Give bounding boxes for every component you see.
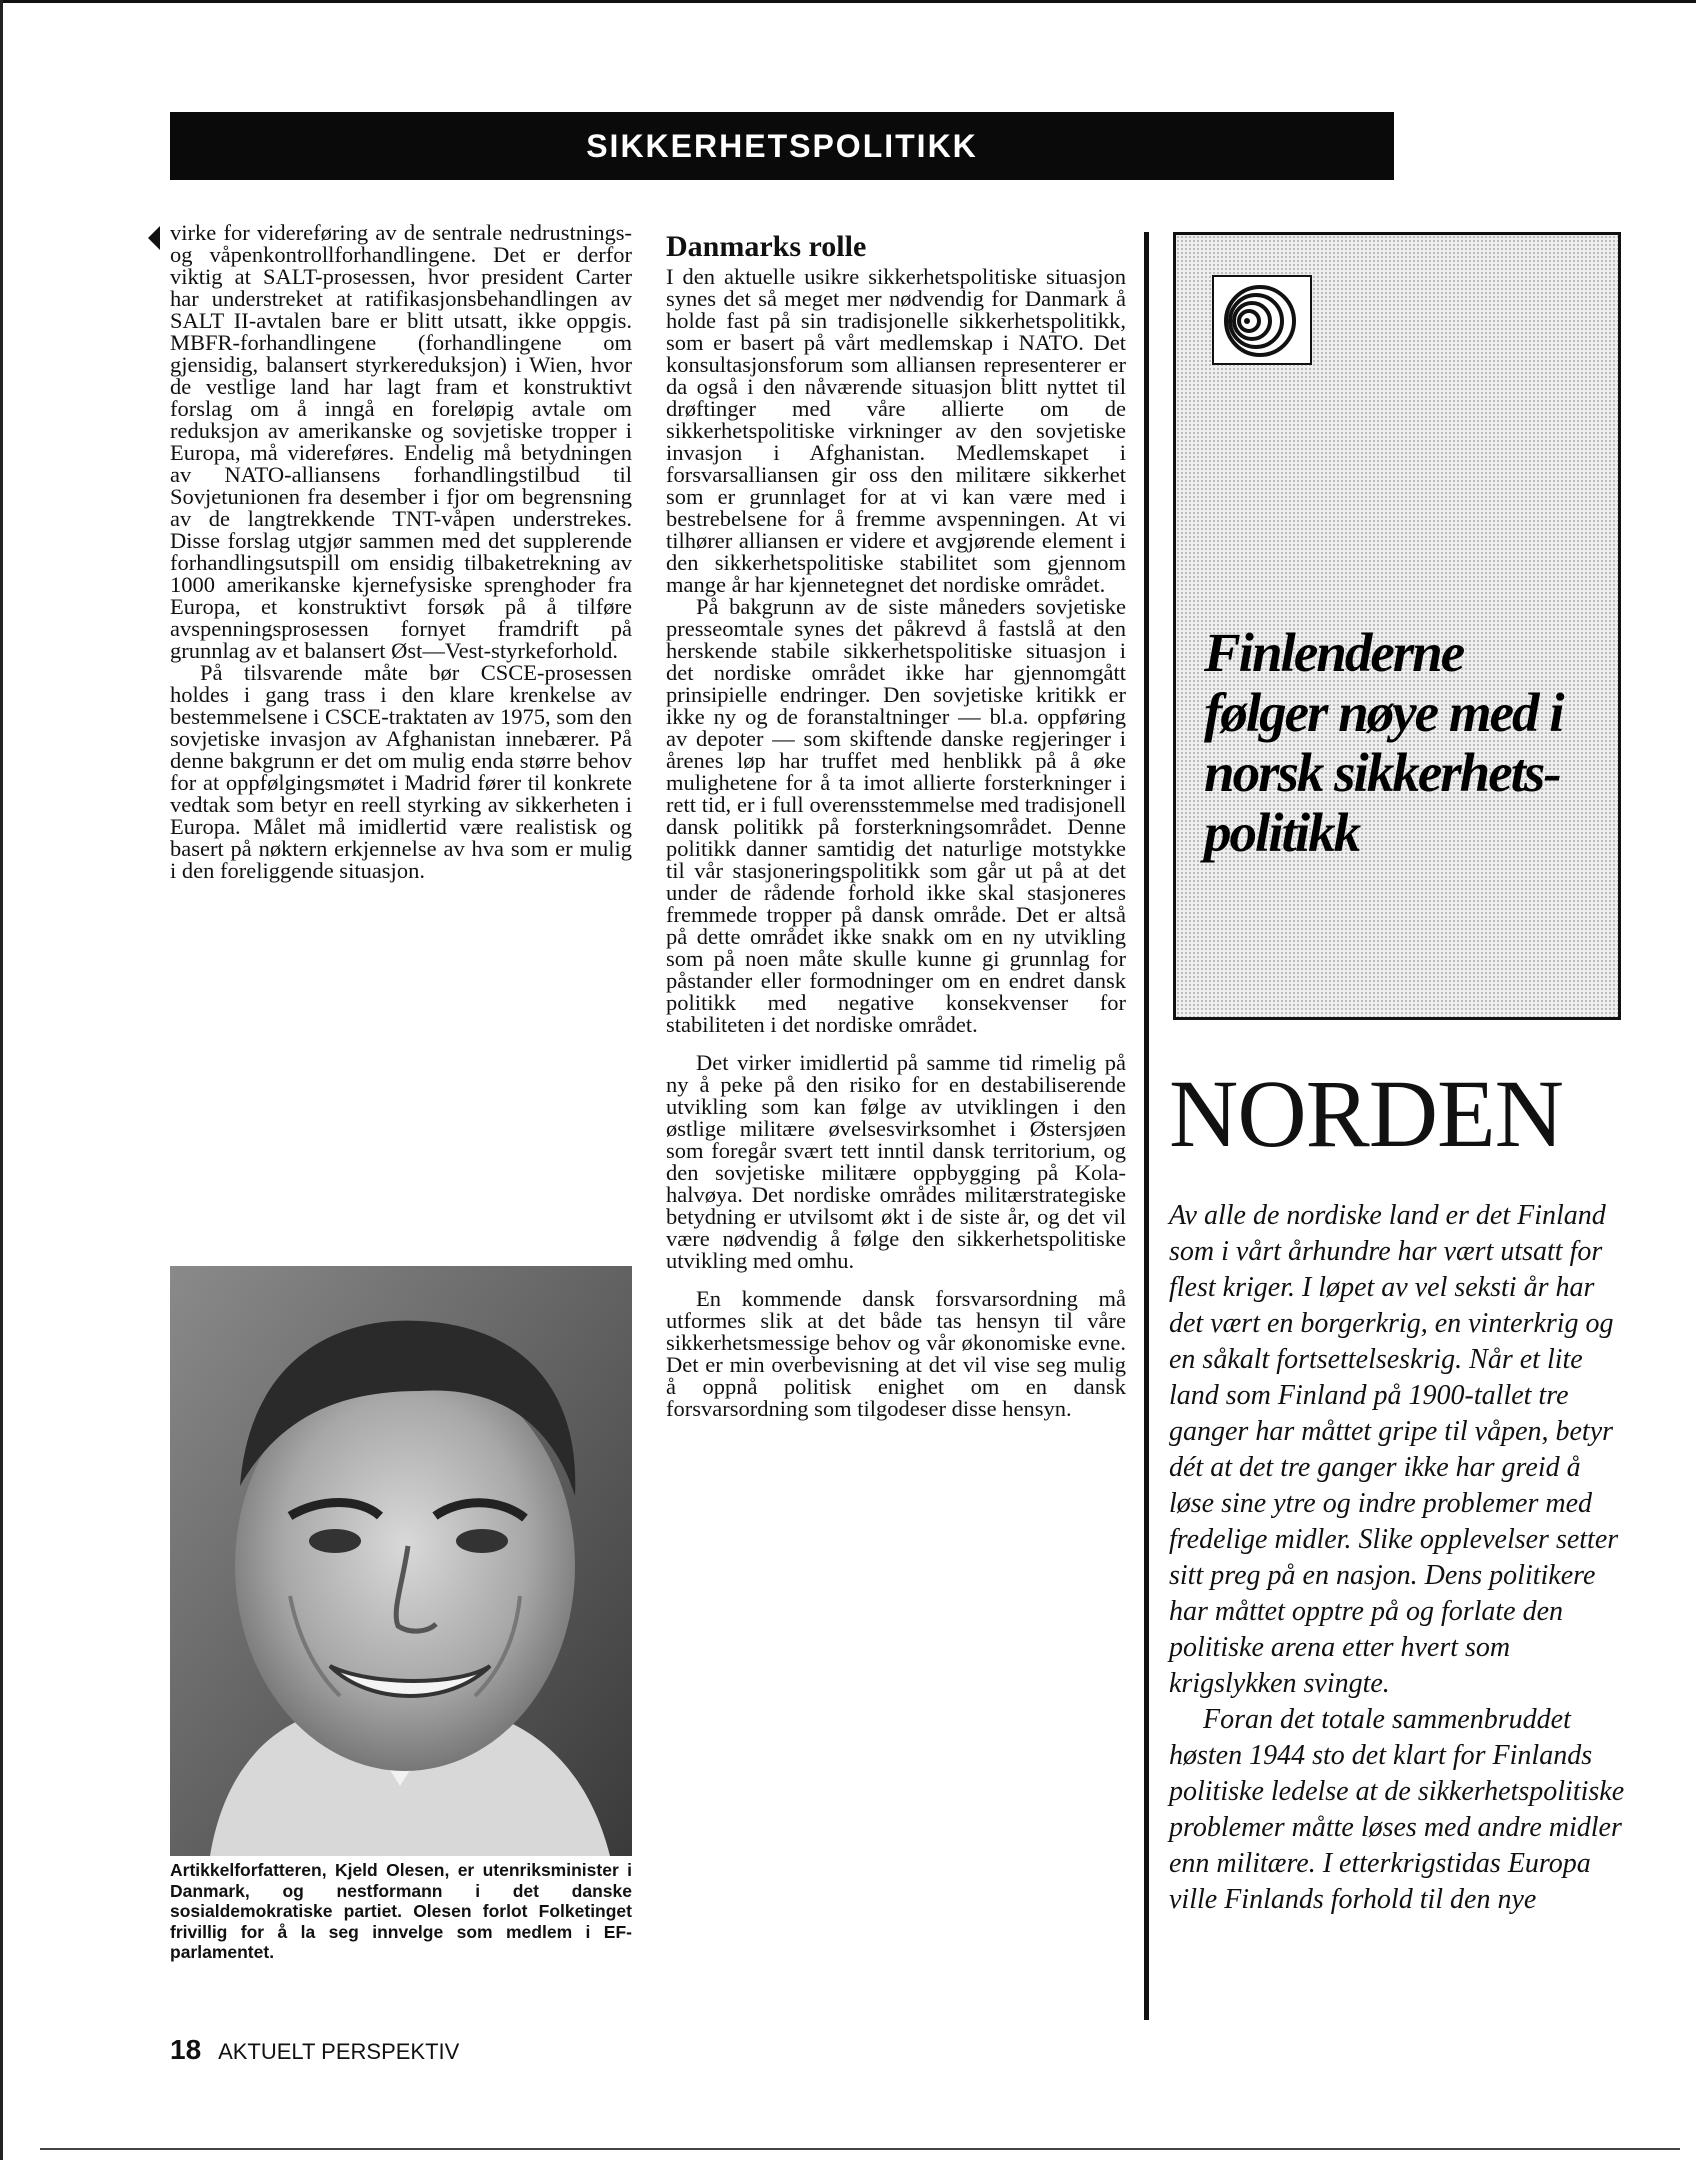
scan-edge-bottom [40,2148,1680,2150]
body-paragraph: På bakgrunn av de siste måneders sovjetiske presseomtale synes det påkrevd å fastslå at den herskende stabile sikkerhetspolitiske situasjon i det nordiske området ikke har gjennomgått prinsipielle endringer. Den sovjetiske kritikk er ikke ny og de foranstaltninger — bl.a. oppføring av depoter — som skiftende danske regjeringer i årenes løp har truffet med henblikk på å øke mulighetene for å ta imot allierte forsterkninger i rett tid, er i full overensstemmelse med tradisjonell dansk politikk på forsterkningsområdet. Denne politikk danner samtidig det naturlige motstykke til vår stasjoneringspolitikk som går ut på at det under de rådende forhold ikke skal stasjoneres fremmede tropper på dansk område. Det er altså på dette området ikke snakk om en ny utvikling som på noen måte skulle kunne gi grunnlag for påstander eller formodninger om en endret dansk politikk med negative konsekvenser for stabiliteten i det nordiske området. [666,594,1126,1037]
body-paragraph: I den aktuelle usikre sikkerhetspolitiske situasjon synes det så meget mer nødvendig for Danmark å holde fast på sin tradisjonelle sikkerhetspolitikk, som er basert på vårt medlemskap i NATO. Det konsultasjonsforum som alliansen representerer er da også i den nåværende situasjon blitt nyttet til drøftinger med våre allierte om de sikkerhetspolitiske virkninger av den sovjetiske invasjon i Afghanistan. Medlemskapet i forsvarsalliansen gir oss den militære sikkerhet som er grunnlaget for at vi kan være med i bestrebelsene for å fremme avspenningen. At vi tilhører alliansen er videre et avgjørende element i den sikkerhetspolitiske stabilitet som gjennom mange år har kjennetegnet det nordiske området. [666,264,1126,597]
body-paragraph: En kommende dansk forsvarsordning må utformes slik at det både tas hensyn til våre sikkerhetsmessige behov og vår økonomiske evne. Det er min overbevisning at det vil vise seg mulig å oppnå politisk enighet om en dansk forsvarsordning som tilgodeser disse hensyn. [666,1286,1126,1421]
headline: NORDEN [1169,1060,1563,1167]
article-column-1 [170,222,632,882]
continuation-arrow-icon [148,226,160,250]
body-paragraph: Det virker imidlertid på samme tid rimelig på ny å peke på den risiko for en destabiliserende utvikling som kan følge av utviklingen i den østlige militære øvelsesvirksomhet i Østersjøen som foregår svært tett inntil dansk territorium, og den sovjetiske militære oppbygging på Kola-halvøya. Det nordiske områdes militærstrategiske betydning er utvilsomt økt i de siste år, og det vil være nødvendig å følge den sikkerhetspolitiske utvikling med omhu. [666,1050,1126,1273]
intro-text [1169,1198,1629,1918]
author-portrait-image [170,1266,632,1856]
section-heading: Danmarks rolle [666,230,867,263]
scan-edge-left [0,0,3,2160]
intro-paragraph: Foran det totale sammenbruddet høsten 1944 sto det klart for Finlands politiske ledelse at de sikkerhetspolitiske problemer måtte løses med andre midler enn militære. I etterkrigstidas Europa ville Finlands forhold til den nye [1169,1704,1625,1915]
section-banner: SIKKERHETSPOLITIKK [170,112,1394,180]
page-number: 18 [170,2034,202,2065]
photo-caption: Artikkelforfatteren, Kjeld Olesen, er utenriksminister i Danmark, og nestformann i det danske sosialdemokratiske partiet. Olesen forlot Folketinget frivillig for å la seg innvelge som medlem i EF-parlamentet. [170,1860,632,1962]
pull-quote: Finlenderne følger nøye med i norsk sikkerhets-politikk [1204,622,1563,863]
publication-name: AKTUELT PERSPEKTIV [218,2039,460,2064]
article-column-3 [1144,232,1631,2020]
page-footer [170,2034,459,2066]
scan-edge-top [0,0,1696,3]
intro-paragraph: Av alle de nordiske land er det Finland som i vårt århundre har vært utsatt for flest kriger. I løpet av vel seksti år har det vært en borgerkrig, en vinterkrig og en såkalt fortsettelseskrig. Når et lite land som Finland på 1900-tallet tre ganger har måttet gripe til våpen, betyr dét at det tre ganger ikke har greid å løse sine ytre og indre problemer med fredelige midler. Slike opplevelser setter sitt preg på en nasjon. Dens politikere har måttet opptre på og forlate den politiske arena etter hvert som krigslykken svingte. [1169,1200,1619,1699]
spiral-logo-icon [1212,275,1312,365]
article-column-2 [666,230,1126,1420]
author-photo [170,1266,632,1856]
body-paragraph: virke for videreføring av de sentrale nedrustnings- og våpenkontrollforhandlingene. Det er derfor viktig at SALT-prosessen, hvor president Carter har understreket at ratifikasjonsbehandlingen av SALT II-avtalen bare er blitt utsatt, ikke oppgis. MBFR-forhandlingene (forhandlingene om gjensidig, balansert styrkereduksjon) i Wien, hvor de vestlige land har lagt fram et konstruktivt forslag om å inngå en foreløpig avtale om reduksjon av amerikanske og sovjetiske tropper i Europa, må videreføres. Endelig må betydningen av NATO-alliansens forhandlingstilbud til Sovjetunionen fra desember i fjor om begrensning av de langtrekkende TNT-våpen understrekes. Disse forslag utgjør sammen med det supplerende forhandlingsutspill om ensidig tilbaketrekning av 1000 amerikanske kjernefysiske sprenghoder fra Europa, et konstruktivt forsøk på å tilføre avspenningsprosessen fornyet framdrift på grunnlag av et balansert Øst—Vest-styrkeforhold. [170,220,632,663]
pull-quote-box [1173,232,1621,1020]
body-paragraph: På tilsvarende måte bør CSCE-prosessen holdes i gang trass i den klare krenkelse av bestemmelsene i CSCE-traktaten av 1975, som den sovjetiske invasjon av Afghanistan innebærer. På denne bakgrunn er det om mulig enda større behov for at oppfølgingsmøtet i Madrid fører til konkrete vedtak som betyr en reell styrking av sikkerheten i Europa. Målet må imidlertid være realistisk og basert på nøktern erkjennelse av hva som er mulig i den foreliggende situasjon. [170,660,632,883]
